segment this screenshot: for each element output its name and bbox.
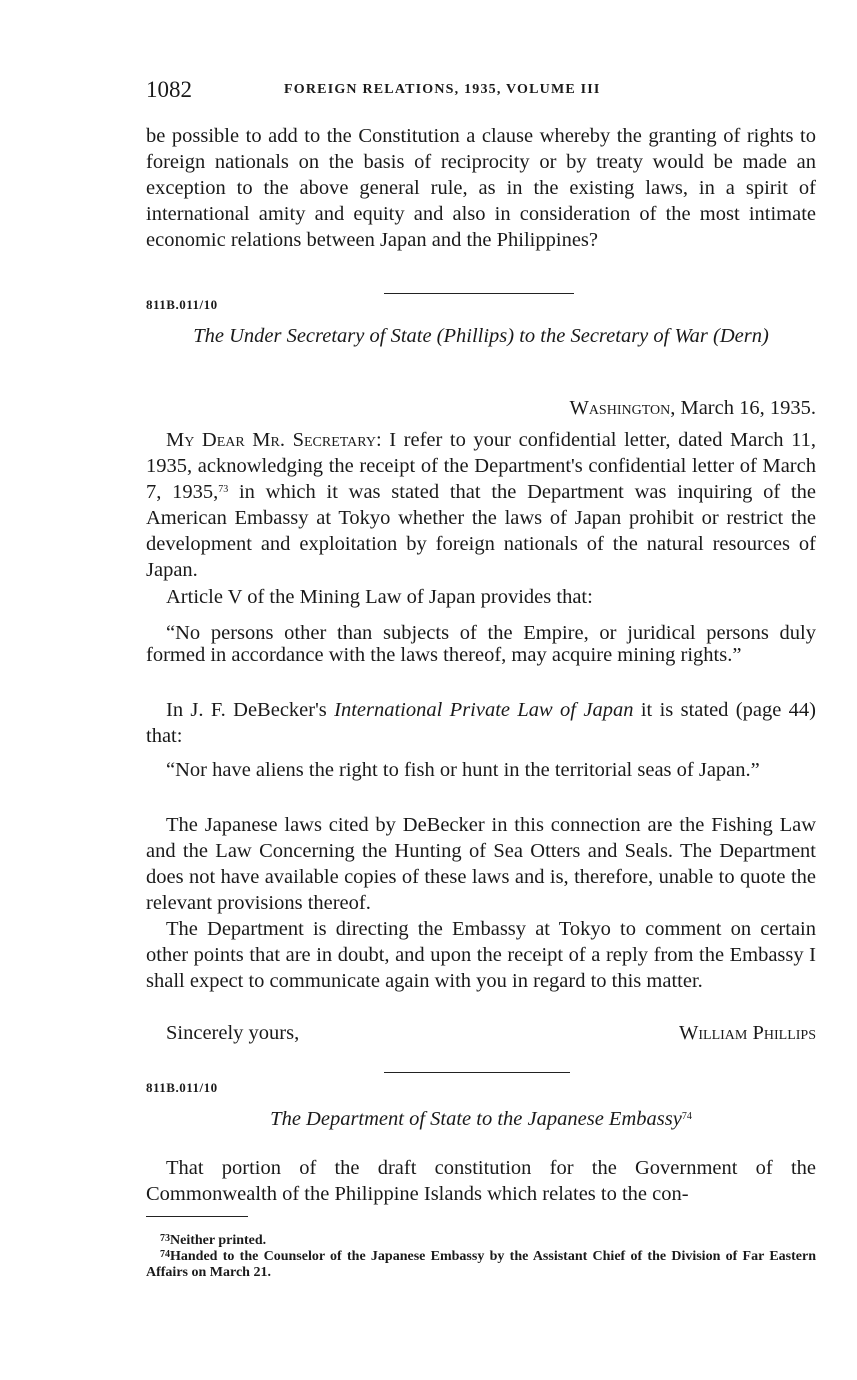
page-number: 1082: [146, 77, 192, 102]
footnote-ref: 74: [681, 1111, 692, 1122]
document-title: The Department of State to the Japanese Embassy$^{74}$: [270, 1108, 692, 1130]
letter-paragraph: In J. F. DeBecker's International Private Law of Japan it is stated (page 44) that:: [146, 699, 816, 747]
letter-paragraph: The Japanese laws cited by DeBecker in this connection are the Fishing Law and the Law Concerning the Hunting of Sea Otters and Seals. The Department does not have available copies of these laws and is, therefore, unable to quote the relevant provisions thereof.: [146, 814, 816, 914]
section-divider: [384, 293, 574, 294]
continuation-paragraph: be possible to add to the Constitution a clause whereby the granting of rights to foreign nationals on the basis of reciprocity or by treaty would be made an exception to the above general rule, as in the existing laws, in a spirit of international amity and equity and also in consideration of the most intimate economic relations between Japan and the Philippines?: [146, 125, 816, 251]
dateline: [146, 397, 816, 420]
letter-paragraph: The Department is directing the Embassy at Tokyo to comment on certain other points that are in doubt, and upon the receipt of a reply from the Embassy I shall expect to communicate again with you in regard to this matter.: [146, 918, 816, 992]
document-title: The Under Secretary of State (Phillips) to the Secretary of War (Dern): [193, 325, 769, 347]
page-header: [146, 77, 816, 107]
footnote: $^{74}$Handed to the Counselor of the Japanese Embassy by the Assistant Chief of the Division of Far Eastern Affairs on March 21.: [146, 1249, 816, 1280]
block-quote: “No persons other than subjects of the Empire, or juridical persons duly formed in accordance with the laws thereof, may acquire mining rights.”: [146, 622, 816, 666]
letter-paragraph: That portion of the draft constitution for the Government of the Commonwealth of the Philippine Islands which relates to the con-: [146, 1157, 816, 1205]
footnote-ref: 73: [218, 484, 229, 495]
file-number: 811B.011/10: [146, 297, 218, 312]
running-title: FOREIGN RELATIONS, 1935, VOLUME III: [284, 82, 601, 97]
signature: William Phillips: [679, 1022, 816, 1044]
book-title: International Private Law of Japan: [334, 699, 634, 721]
dateline-date: , March 16, 1935.: [670, 397, 816, 419]
block-quote: “Nor have aliens the right to fish or hunt in the territorial seas of Japan.”: [166, 759, 760, 781]
salutation: My Dear Mr. Secretary: [166, 429, 376, 451]
letter-paragraph: My Dear Mr. Secretary: I refer to your confidential letter, dated March 11, 1935, acknowledging the receipt of the Department's confidential letter of March 7, 1935,73 in which it was stated that the Department was inquiring of the American Embassy at Tokyo whether the laws of Japan prohibit or restrict the development and exploitation by foreign nationals of the natural resources of Japan.: [146, 429, 816, 581]
footnotes: [146, 1233, 816, 1281]
footnote-divider: [146, 1216, 248, 1217]
closing: Sincerely yours,: [166, 1022, 300, 1044]
dateline-place: Washington: [569, 397, 671, 419]
file-number: 811B.011/10: [146, 1080, 218, 1095]
closing-line: [146, 1020, 816, 1046]
section-divider: [384, 1072, 570, 1073]
footnote: $^{73}$Neither printed.: [160, 1233, 267, 1248]
letter-paragraph: Article V of the Mining Law of Japan provides that:: [166, 586, 593, 608]
